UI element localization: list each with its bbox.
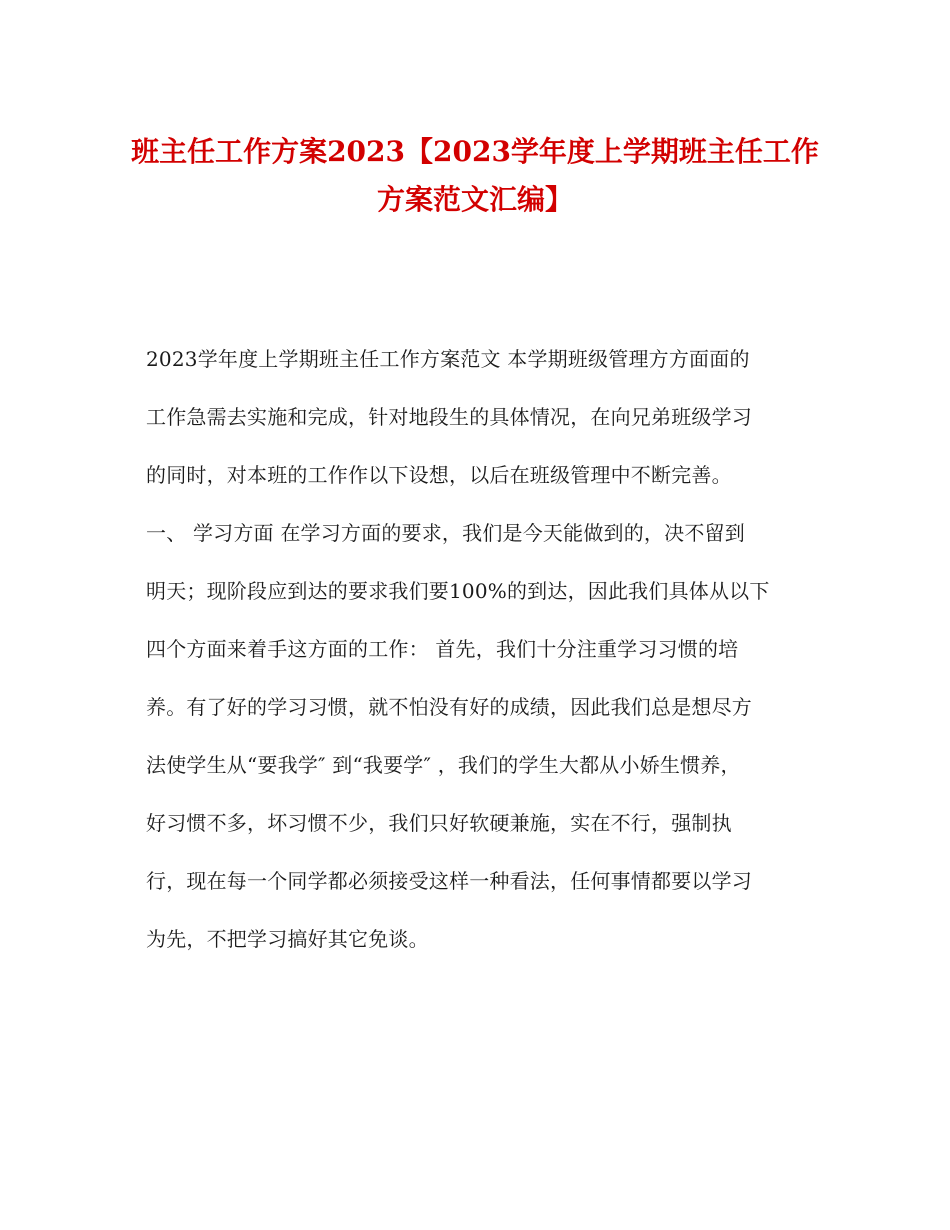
document-title (120, 128, 830, 224)
body-line: 行，现在每一个同学都必须接受这样一种看法，任何事情都要以学习 (146, 869, 752, 893)
body-line: 四个方面来着手这方面的工作： 首先，我们十分注重学习习惯的培 (146, 637, 739, 661)
body-line: 法使学生从“要我学″ 到“我要学″ ，我们的学生大都从小娇生惯养， (146, 753, 741, 777)
document-body (146, 330, 806, 968)
body-line: 明天；现阶段应到达的要求我们要100%的到达，因此我们具体从以下 (146, 579, 770, 603)
body-line: 工作急需去实施和完成，针对地段生的具体情况，在向兄弟班级学习 (146, 405, 752, 429)
body-line: 的同时，对本班的工作作以下设想，以后在班级管理中不断完善。 (146, 463, 732, 487)
body-line: 为先，不把学习搞好其它免谈。 (146, 927, 429, 951)
body-line: 养。有了好的学习习惯，就不怕没有好的成绩，因此我们总是想尽方 (146, 695, 752, 719)
body-line: 好习惯不多，坏习惯不少，我们只好软硬兼施，实在不行，强制执 (146, 811, 732, 835)
title-line: 班主任工作方案2023【2023学年度上学期班主任工作 (131, 135, 819, 168)
title-line: 方案范文汇编】 (376, 183, 573, 216)
body-line: 2023学年度上学期班主任工作方案范文 本学期班级管理方方面面的 (146, 347, 750, 371)
body-line: 一、 学习方面 在学习方面的要求，我们是今天能做到的，决不留到 (146, 521, 745, 545)
